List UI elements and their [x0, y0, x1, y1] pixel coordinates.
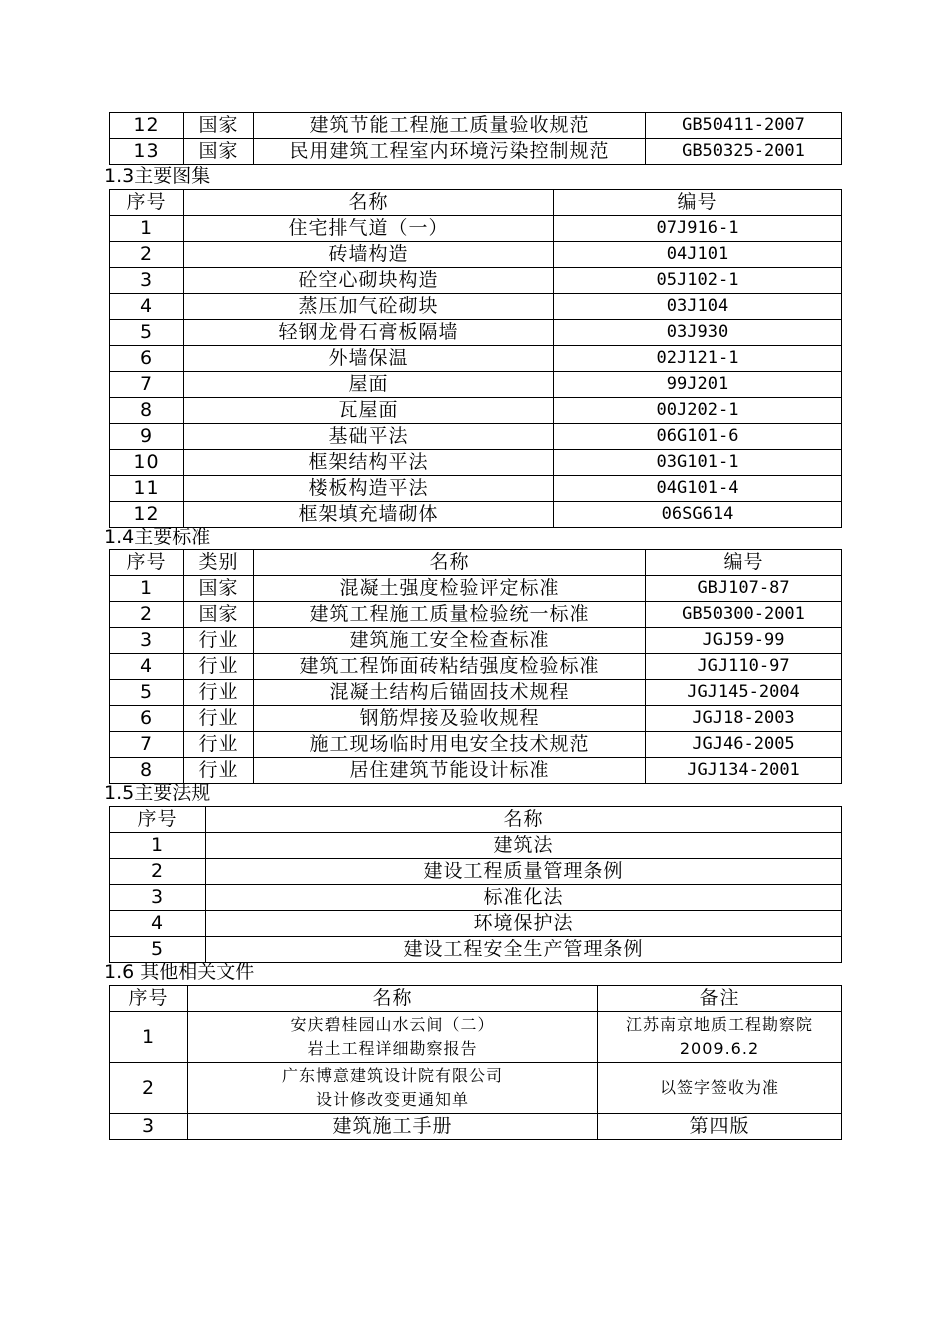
table-row: [110, 859, 842, 885]
table-row: [110, 216, 842, 242]
table-row: [110, 732, 842, 758]
table-row: [110, 113, 842, 139]
row-name: [188, 1012, 598, 1063]
column-header: 序号: [110, 986, 188, 1012]
row-name: 建筑工程施工质量检验统一标准: [254, 602, 646, 628]
table-row: [110, 450, 842, 476]
row-category: 国家: [184, 139, 254, 165]
row-number: 12: [110, 113, 184, 139]
table-row: [110, 911, 842, 937]
row-category: 国家: [184, 113, 254, 139]
row-code: 99J201: [554, 372, 842, 398]
row-category: 行业: [184, 758, 254, 784]
row-number: 2: [110, 1063, 188, 1114]
table-row: [110, 885, 842, 911]
row-code: JGJ110-97: [646, 654, 842, 680]
row-code: 03J930: [554, 320, 842, 346]
row-number: 8: [110, 758, 184, 784]
row-number: 4: [110, 654, 184, 680]
table-row: [110, 1114, 842, 1140]
row-number: 9: [110, 424, 184, 450]
other-documents-table: [109, 985, 841, 1140]
row-number: 4: [110, 294, 184, 320]
section-title-atlas: 1.3主要图集: [104, 165, 211, 187]
table-row: [110, 502, 842, 528]
row-code: 05J102-1: [554, 268, 842, 294]
row-name: 混凝土结构后锚固技术规程: [254, 680, 646, 706]
row-name: 环境保护法: [206, 911, 842, 937]
row-number: 6: [110, 346, 184, 372]
row-number: 7: [110, 372, 184, 398]
row-number: 7: [110, 732, 184, 758]
table-row: [110, 320, 842, 346]
table-row: [110, 602, 842, 628]
row-name-line: 广东博意建筑设计院有限公司: [281, 1066, 503, 1085]
table-row: [110, 654, 842, 680]
row-name: 轻钢龙骨石膏板隔墙: [184, 320, 554, 346]
row-code: 03G101-1: [554, 450, 842, 476]
laws-table: [109, 806, 841, 963]
row-number: 6: [110, 706, 184, 732]
table-row: [110, 576, 842, 602]
row-number: 1: [110, 1012, 188, 1063]
table-row: [110, 628, 842, 654]
row-note: 第四版: [598, 1114, 842, 1140]
row-code: JGJ145-2004: [646, 680, 842, 706]
column-header: 序号: [110, 190, 184, 216]
table-row: [110, 294, 842, 320]
column-header: 名称: [188, 986, 598, 1012]
row-name: 混凝土强度检验评定标准: [254, 576, 646, 602]
row-number: 1: [110, 216, 184, 242]
table-row: [110, 706, 842, 732]
row-number: 10: [110, 450, 184, 476]
row-code: JGJ46-2005: [646, 732, 842, 758]
table-header-row: [110, 550, 842, 576]
row-name-line: 安庆碧桂园山水云间（二）: [290, 1015, 495, 1034]
row-number: 8: [110, 398, 184, 424]
row-number: 2: [110, 602, 184, 628]
column-header: 名称: [184, 190, 554, 216]
row-code: 06SG614: [554, 502, 842, 528]
row-number: 3: [110, 1114, 188, 1140]
row-name: 施工现场临时用电安全技术规范: [254, 732, 646, 758]
column-header: 序号: [110, 807, 206, 833]
row-name: 楼板构造平法: [184, 476, 554, 502]
column-header: 编号: [646, 550, 842, 576]
row-name: 建设工程安全生产管理条例: [206, 937, 842, 963]
section-title-others: 1.6 其他相关文件: [104, 961, 255, 983]
row-number: 5: [110, 320, 184, 346]
column-header: 序号: [110, 550, 184, 576]
standards-continuation-table: [109, 112, 841, 165]
row-number: 4: [110, 911, 206, 937]
row-code: JGJ18-2003: [646, 706, 842, 732]
row-code: GB50411-2007: [646, 113, 842, 139]
section-title-standards: 1.4主要标准: [104, 526, 211, 548]
row-number: 2: [110, 859, 206, 885]
row-name: 建筑节能工程施工质量验收规范: [254, 113, 646, 139]
row-name: 瓦屋面: [184, 398, 554, 424]
row-name: 砼空心砌块构造: [184, 268, 554, 294]
atlas-table: [109, 189, 841, 528]
row-category: 行业: [184, 628, 254, 654]
table-row: [110, 268, 842, 294]
row-name: 基础平法: [184, 424, 554, 450]
row-number: 3: [110, 628, 184, 654]
row-number: 12: [110, 502, 184, 528]
row-number: 1: [110, 576, 184, 602]
table-row: [110, 476, 842, 502]
row-code: 04G101-4: [554, 476, 842, 502]
row-category: 行业: [184, 654, 254, 680]
row-number: 5: [110, 680, 184, 706]
row-category: 国家: [184, 602, 254, 628]
row-number: 2: [110, 242, 184, 268]
row-note-line: 江苏南京地质工程勘察院: [625, 1015, 813, 1034]
row-name: 蒸压加气砼砌块: [184, 294, 554, 320]
table-header-row: [110, 190, 842, 216]
row-name-line: 设计修改变更通知单: [315, 1090, 469, 1109]
row-category: 行业: [184, 706, 254, 732]
table-row: [110, 1012, 842, 1063]
column-header: 编号: [554, 190, 842, 216]
row-code: 06G101-6: [554, 424, 842, 450]
row-category: 行业: [184, 680, 254, 706]
row-number: 3: [110, 268, 184, 294]
table-row: [110, 424, 842, 450]
row-number: 13: [110, 139, 184, 165]
standards-table: [109, 549, 841, 784]
table-row: [110, 398, 842, 424]
row-name: 民用建筑工程室内环境污染控制规范: [254, 139, 646, 165]
row-code: GBJ107-87: [646, 576, 842, 602]
column-header: 类别: [184, 550, 254, 576]
row-category: 行业: [184, 732, 254, 758]
table-row: [110, 758, 842, 784]
table-row: [110, 680, 842, 706]
row-name: 外墙保温: [184, 346, 554, 372]
row-name: 砖墙构造: [184, 242, 554, 268]
row-name: 屋面: [184, 372, 554, 398]
row-category: 国家: [184, 576, 254, 602]
row-code: 03J104: [554, 294, 842, 320]
row-name: 住宅排气道（一）: [184, 216, 554, 242]
row-name: 建设工程质量管理条例: [206, 859, 842, 885]
row-code: GB50300-2001: [646, 602, 842, 628]
column-header: 名称: [206, 807, 842, 833]
row-number: 3: [110, 885, 206, 911]
table-header-row: [110, 986, 842, 1012]
row-number: 5: [110, 937, 206, 963]
row-code: 02J121-1: [554, 346, 842, 372]
column-header: 备注: [598, 986, 842, 1012]
row-note: [598, 1012, 842, 1063]
row-name: 建筑施工安全检查标准: [254, 628, 646, 654]
row-number: 1: [110, 833, 206, 859]
table-row: [110, 346, 842, 372]
row-name: 框架填充墙砌体: [184, 502, 554, 528]
table-row: [110, 139, 842, 165]
table-row: [110, 242, 842, 268]
row-note-line: 2009.6.2: [679, 1039, 760, 1058]
row-name: [188, 1063, 598, 1114]
row-code: 07J916-1: [554, 216, 842, 242]
row-code: 04J101: [554, 242, 842, 268]
row-name: 居住建筑节能设计标准: [254, 758, 646, 784]
row-code: JGJ59-99: [646, 628, 842, 654]
row-name: 建筑工程饰面砖粘结强度检验标准: [254, 654, 646, 680]
row-name: 标准化法: [206, 885, 842, 911]
table-row: [110, 1063, 842, 1114]
row-name: 框架结构平法: [184, 450, 554, 476]
table-row: [110, 372, 842, 398]
row-number: 11: [110, 476, 184, 502]
row-name-line: 岩土工程详细勘察报告: [307, 1039, 478, 1058]
row-name: 建筑施工手册: [188, 1114, 598, 1140]
row-code: 00J202-1: [554, 398, 842, 424]
table-row: [110, 833, 842, 859]
row-code: GB50325-2001: [646, 139, 842, 165]
table-header-row: [110, 807, 842, 833]
row-note: 以签字签收为准: [598, 1063, 842, 1114]
row-code: JGJ134-2001: [646, 758, 842, 784]
row-name: 钢筋焊接及验收规程: [254, 706, 646, 732]
row-name: 建筑法: [206, 833, 842, 859]
section-title-laws: 1.5主要法规: [104, 782, 211, 804]
column-header: 名称: [254, 550, 646, 576]
